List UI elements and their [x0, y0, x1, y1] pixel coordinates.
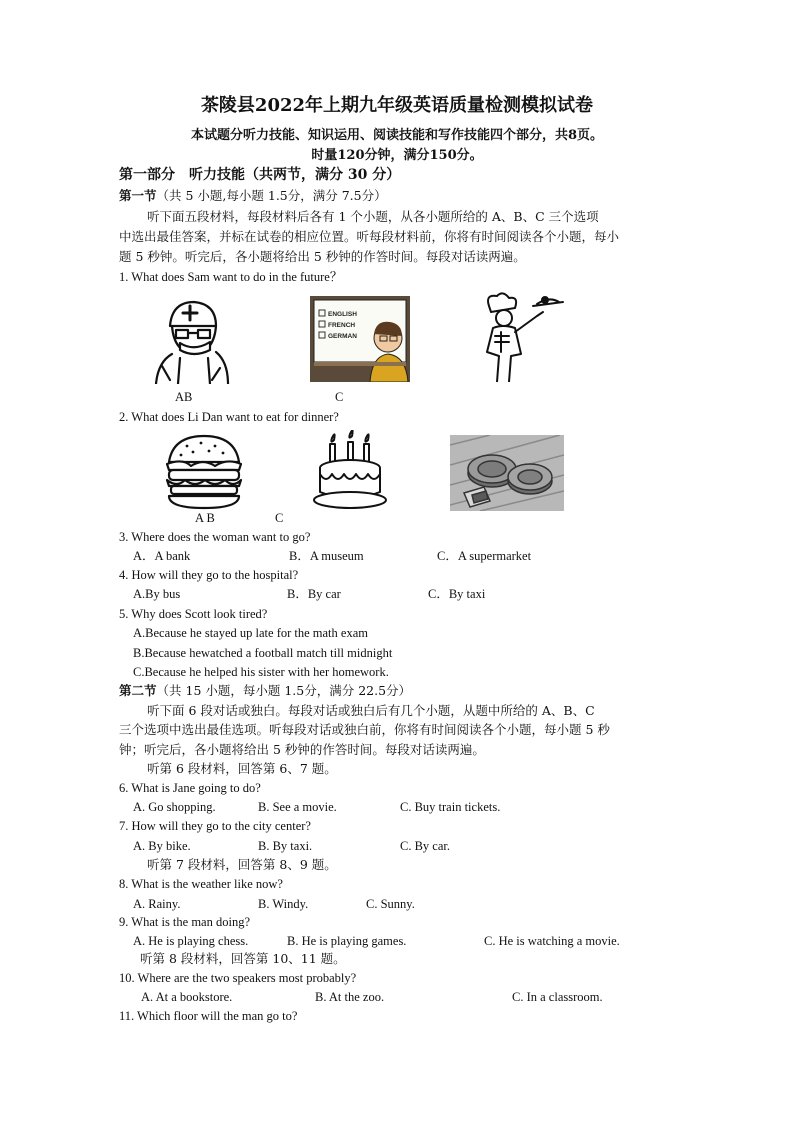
q3-option-b: B．A museum: [289, 549, 364, 563]
q2-image-hamburger: [163, 434, 245, 510]
exam-title: 茶陵县2022年上期九年级英语质量检测模拟试卷: [200, 95, 594, 116]
board-word-2: FRENCH: [328, 322, 356, 329]
question-10: 10. Where are the two speakers most probably?: [119, 971, 357, 985]
q7-option-b: B. By taxi.: [258, 839, 313, 853]
q1-image-doctor: [150, 296, 230, 384]
q6-option-b: B. See a movie.: [258, 800, 337, 814]
listen-passage-8: 听第 8 段材料，回答第 10、11 题。: [140, 951, 346, 966]
q5-option-b: B.Because hewatched a football match till midnight: [133, 646, 393, 660]
q4-option-c: C．By taxi: [428, 587, 486, 601]
q7-option-c: C. By car.: [400, 839, 450, 853]
section1-instructions-line1: 听下面五段材料，每段材料后各有 1 个小题，从各小题所给的 A、B、C 三个选项: [147, 209, 599, 224]
q1-image-chef: [475, 292, 565, 382]
q8-option-b: B. Windy.: [258, 897, 309, 911]
listen-passage-6: 听第 6 段材料，回答第 6、7 题。: [147, 761, 337, 776]
q5-option-c: C.Because he helped his sister with her homework.: [133, 665, 389, 679]
q10-option-c: C. In a classroom.: [512, 990, 603, 1004]
q4-option-b: B．By car: [287, 587, 341, 601]
q9-option-a: A. He is playing chess.: [133, 934, 249, 948]
q9-option-b: B. He is playing games.: [287, 934, 407, 948]
q6-option-c: C. Buy train tickets.: [400, 800, 501, 814]
section2-instructions-line3: 钟；听完后，各小题将给出 5 秒钟的作答时间。每段对话读两遍。: [119, 742, 485, 757]
question-6: 6. What is Jane going to do?: [119, 781, 261, 795]
q2-image-cake: [310, 430, 390, 510]
q1-image-teacher: [310, 296, 410, 382]
q4-option-a: A.By bus: [133, 587, 181, 601]
q1-label-ab: AB: [175, 390, 193, 404]
part1-heading: 第一部分 听力技能（共两节，满分 30 分）: [119, 167, 401, 183]
section2-scoring: （共 15 小题，每小题 1.5分，满分 22.5分）: [156, 683, 412, 698]
q5-option-a: A.Because he stayed up late for the math exam: [133, 626, 368, 640]
q2-image-mooncakes: [450, 435, 564, 511]
q8-option-a: A. Rainy.: [133, 897, 181, 911]
q6-option-a: A. Go shopping.: [133, 800, 216, 814]
section2-heading: [119, 683, 411, 699]
section2-instructions-line2: 三个选项中选出最佳选项。听每段对话或独白前，你将有时间阅读各个小题，每小题 5 秒: [119, 722, 610, 737]
board-word-3: GERMAN: [328, 333, 357, 340]
q8-option-c: C. Sunny.: [366, 897, 415, 911]
question-4: 4. How will they go to the hospital?: [119, 568, 299, 582]
listen-passage-7: 听第 7 段材料，回答第 8、9 题。: [147, 857, 337, 872]
section1-instructions-line2: 中选出最佳答案，并标在试卷的相应位置。听每段材料前，你将有时间阅读各个小题，每小: [119, 229, 620, 244]
question-8: 8. What is the weather like now?: [119, 877, 283, 891]
question-3: 3. Where does the woman want to go?: [119, 530, 311, 544]
question-5: 5. Why does Scott look tired?: [119, 607, 268, 621]
exam-note-time: 时量120分钟，满分150分。: [311, 148, 483, 163]
exam-note-parts: 本试题分听力技能、知识运用、阅读技能和写作技能四个部分，共8页。: [190, 128, 604, 143]
section1-label: 第一节: [119, 188, 157, 203]
q2-label-ab: A B: [195, 511, 215, 525]
question-7: 7. How will they go to the city center?: [119, 819, 311, 833]
question-9: 9. What is the man doing?: [119, 915, 250, 929]
board-word-1: ENGLISH: [328, 311, 357, 318]
question-2: 2. What does Li Dan want to eat for dinner?: [119, 410, 339, 424]
q3-option-c: C．A supermarket: [437, 549, 532, 563]
q2-label-c: C: [275, 511, 284, 525]
question-1: 1. What does Sam want to do in the future？: [119, 270, 343, 284]
q10-option-a: A. At a bookstore.: [141, 990, 233, 1004]
q1-label-c: C: [335, 390, 344, 404]
section2-label: 第二节: [119, 683, 157, 698]
q3-option-a: A．A bank: [133, 549, 191, 563]
section1-instructions-line3: 题 5 秒钟。听完后，各小题将给出 5 秒钟的作答时间。每段对话读两遍。: [119, 249, 526, 264]
section2-instructions-line1: 听下面 6 段对话或独白。每段对话或独白后有几个小题，从题中所给的 A、B、C: [147, 703, 595, 718]
section1-scoring: （共 5 小题,每小题 1.5分，满分 7.5分）: [156, 188, 387, 203]
q10-option-b: B. At the zoo.: [315, 990, 385, 1004]
section1-heading: [119, 188, 387, 204]
q9-option-c: C. He is watching a movie.: [484, 934, 620, 948]
question-11: 11. Which floor will the man go to?: [119, 1009, 298, 1023]
q7-option-a: A. By bike.: [133, 839, 191, 853]
